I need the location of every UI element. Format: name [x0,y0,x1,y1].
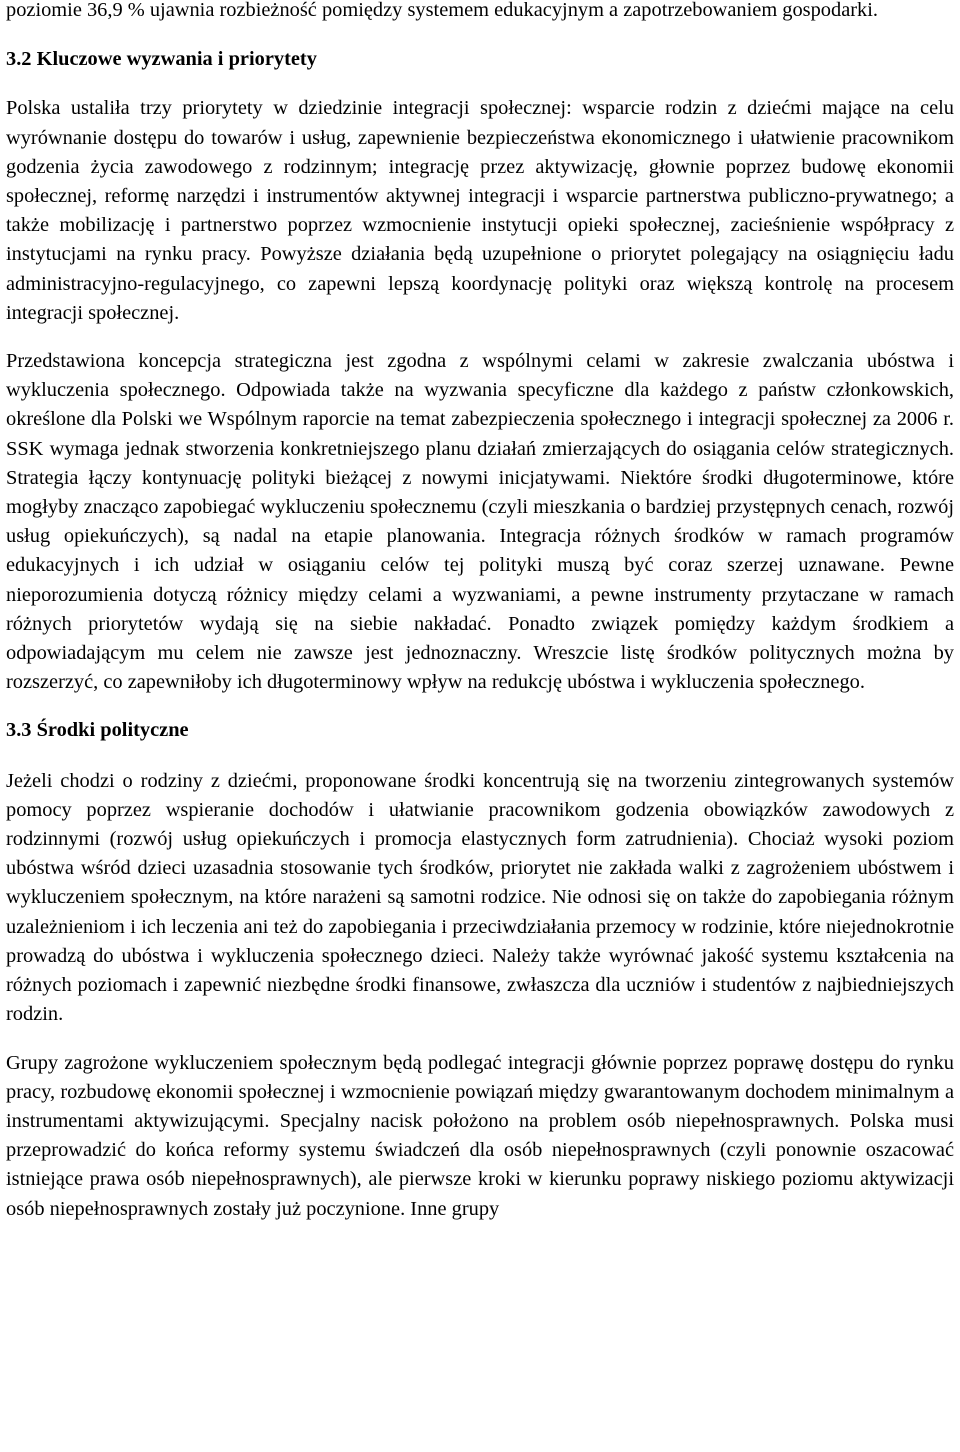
paragraph-excluded-groups: Grupy zagrożone wykluczeniem społecznym będą podlegać integracji głównie poprzez poprawę dostępu do rynku pracy, rozbudowę ekonomii społecznej i wzmocnienie powiązań między gwarantowanym dochodem minimalnym a instrumentami aktywizującymi. Specjalny nacisk położono na problem osób niepełnosprawnych. Polska musi przeprowadzić do końca reformy systemu świadczeń dla osób niepełnosprawnych (czyli ponownie oszacować istniejące prawa osób niepełnosprawnych), ale pierwsze kroki w kierunku poprawy niskiego poziomu aktywizacji osób niepełnosprawnych zostały już poczynione. Inne grupy [6,1051,954,1220]
document-page [6,0,954,1224]
paragraph-families: Jeżeli chodzi o rodziny z dziećmi, proponowane środki koncentrują się na tworzeniu zintegrowanych systemów pomocy poprzez wspieranie dochodów i ułatwianie pracownikom godzenia obowiązków zawodowych z rodzinnymi (rozwój usług opiekuńczych i promocja elastycznych form zatrudnienia). Chociaż wysoki poziom ubóstwa wśród dzieci uzasadnia stosowanie tych środków, priorytet nie zakłada walki z zagrożeniem ubóstwem i wykluczeniem społecznym, na które narażeni są samotni rodzice. Nie odnosi się on także do zapobiegania różnym uzależnieniom i ich leczenia ani też do zapobiegania i przeciwdziałania przemocy w rodzinie, które niejednokrotnie prowadzą do ubóstwa i wykluczenia społecznego dzieci. Należy także wyrównać jakość systemu kształcenia na różnych poziomach i zapewnić niezbędne środki finansowe, zwłaszcza dla uczniów i studentów z najbiedniejszych rodzin. [6,769,954,1026]
section-heading-3-3: 3.3 Środki polityczne [6,719,189,742]
section-heading-3-2: 3.2 Kluczowe wyzwania i priorytety [6,48,317,71]
paragraph-continued: poziomie 36,9 % ujawnia rozbieżność pomiędzy systemem edukacyjnym a zapotrzebowaniem gospodarki. [6,0,878,21]
paragraph-priorities: Polska ustaliła trzy priorytety w dziedzinie integracji społecznej: wsparcie rodzin z dziećmi mające na celu wyrównanie dostępu do towarów i usług, zapewnienie bezpieczeństwa ekonomicznego i ułatwienie pracownikom godzenia życia zawodowego z rodzinnym; integrację przez aktywizację, głownie poprzez budowę ekonomii społecznej, reformę narzędzi i instrumentów aktywnej integracji i wsparcie partnerstwa publiczno-prywatnego; a także mobilizację i partnerstwo poprzez wzmocnienie instytucji opieki społecznej, zacieśnienie współpracy z instytucjami na rynku pracy. Powyższe działania będą uzupełnione o priorytet polegający na osiągnięciu ładu administracyjno-regulacyjnego, co zapewni lepszą koordynację polityki oraz większą kontrolę na procesem integracji społecznej. [6,97,954,324]
paragraph-strategy: Przedstawiona koncepcja strategiczna jest zgodna z wspólnymi celami w zakresie zwalczania ubóstwa i wykluczenia społecznego. Odpowiada także na wyzwania specyficzne dla każdego z państw członkowskich, określone dla Polski we Wspólnym raporcie na temat zabezpieczenia społecznego i integracji społecznej za 2006 r. SSK wymaga jednak stworzenia konkretniejszego planu działań zmierzających do osiągania celów strategicznych. Strategia łączy kontynuację polityki bieżącej z nowymi inicjatywami. Niektóre środki długoterminowe, które mogłyby znacząco zapobiegać wykluczeniu społecznemu (czyli mieszkania o bardziej przystępnych cenach, rozwój usług opiekuńczych), są nadal na etapie planowania. Integracja różnych środków w ramach programów edukacyjnych i ich udział w osiąganiu celów tej polityki muszą być coraz szerzej uznawane. Pewne nieporozumienia dotyczą różnicy między celami a wyzwaniami, a pewne instrumenty przytaczane w ramach różnych priorytetów wydają się na siebie nakładać. Ponadto związek pomiędzy każdym środkiem a odpowiadającym mu celem nie zawsze jest jednoznaczny. Wreszcie listę środków politycznych można by rozszerzyć, co zapewniłoby ich długoterminowy wpływ na redukcję ubóstwa i wykluczenia społecznego. [6,350,954,694]
